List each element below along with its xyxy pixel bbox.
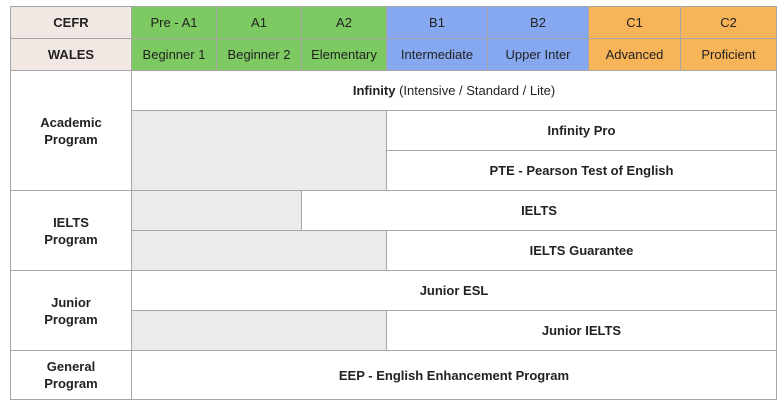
infinity-name: Infinity xyxy=(352,83,396,98)
junior-empty-cell xyxy=(132,311,387,351)
academic-empty-cell xyxy=(132,111,387,191)
wales-level-elementary: Elementary xyxy=(302,39,387,71)
general-row xyxy=(11,351,777,400)
junior-row-1 xyxy=(11,271,777,311)
academic-label-line2: Program xyxy=(44,131,98,147)
pte-cell: PTE - Pearson Test of English xyxy=(387,151,777,191)
junior-label-line2: Program xyxy=(44,311,98,327)
ielts-guarantee-empty-cell xyxy=(132,231,387,271)
cefr-row xyxy=(11,7,777,39)
general-label-line1: General xyxy=(46,359,96,374)
junior-ielts-cell: Junior IELTS xyxy=(387,311,777,351)
program-level-table xyxy=(10,6,777,400)
academic-label-line1: Academic xyxy=(40,114,102,130)
ielts-program-label xyxy=(11,191,132,271)
cefr-level-a2: A2 xyxy=(302,7,387,39)
ielts-empty-cell xyxy=(132,191,302,231)
cefr-level-a1: A1 xyxy=(217,7,302,39)
wales-level-proficient: Proficient xyxy=(681,39,777,71)
general-label-line2: Program xyxy=(44,376,98,391)
wales-header: WALES xyxy=(11,39,132,71)
wales-row xyxy=(11,39,777,71)
wales-level-upper-inter: Upper Inter xyxy=(488,39,589,71)
academic-program-label xyxy=(11,71,132,191)
general-program-label xyxy=(11,351,132,400)
ielts-label-line2: Program xyxy=(44,231,98,247)
infinity-pro-cell: Infinity Pro xyxy=(387,111,777,151)
junior-label-line1: Junior xyxy=(51,294,91,310)
cefr-header: CEFR xyxy=(11,7,132,39)
wales-level-beginner-2: Beginner 2 xyxy=(217,39,302,71)
infinity-cell xyxy=(132,71,777,111)
ielts-cell: IELTS xyxy=(302,191,777,231)
junior-program-label xyxy=(11,271,132,351)
cefr-level-c1: C1 xyxy=(589,7,681,39)
infinity-variants: (Intensive / Standard / Lite) xyxy=(395,83,556,98)
cefr-level-pre-a1: Pre - A1 xyxy=(132,7,217,39)
ielts-row-1 xyxy=(11,191,777,231)
cefr-level-b2: B2 xyxy=(488,7,589,39)
cefr-level-b1: B1 xyxy=(387,7,488,39)
junior-esl-cell: Junior ESL xyxy=(132,271,777,311)
ielts-guarantee-cell: IELTS Guarantee xyxy=(387,231,777,271)
cefr-level-c2: C2 xyxy=(681,7,777,39)
eep-cell: EEP - English Enhancement Program xyxy=(132,351,777,400)
wales-level-intermediate: Intermediate xyxy=(387,39,488,71)
academic-row-1 xyxy=(11,71,777,111)
ielts-label-line1: IELTS xyxy=(53,214,89,230)
wales-level-beginner-1: Beginner 1 xyxy=(132,39,217,71)
wales-level-advanced: Advanced xyxy=(589,39,681,71)
